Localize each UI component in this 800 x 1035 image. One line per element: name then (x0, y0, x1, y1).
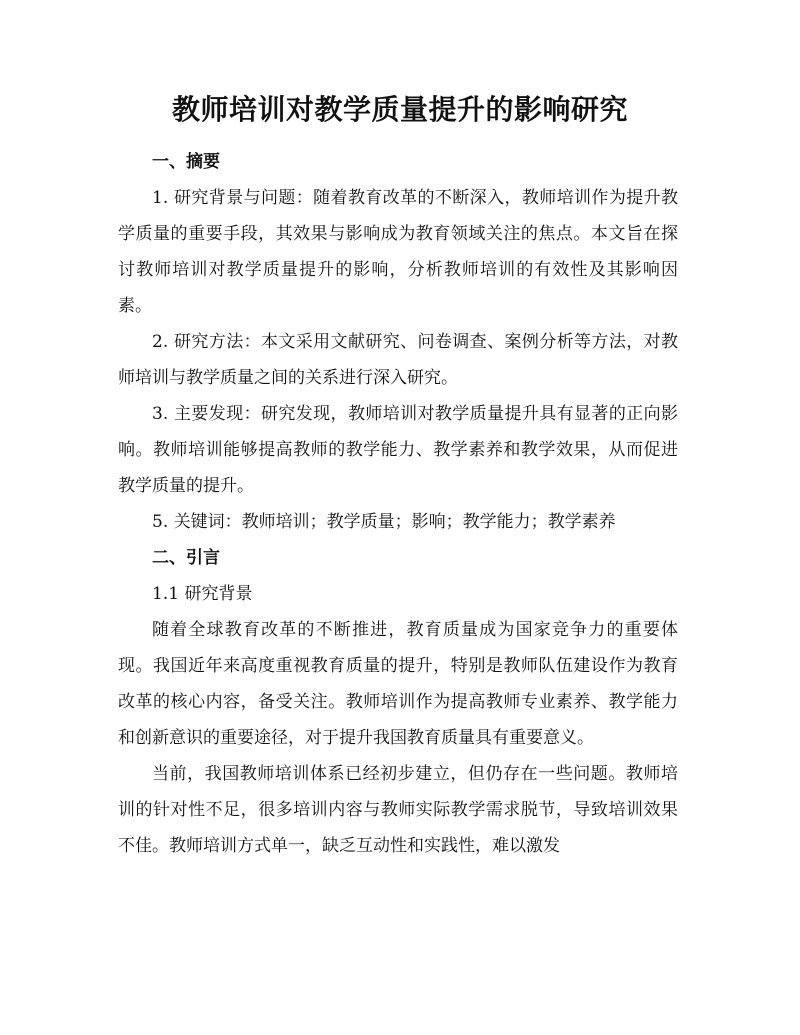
document-body (118, 144, 678, 864)
document-title: 教师培训对教学质量提升的影响研究 (171, 93, 628, 126)
keywords-paragraph: 5. 关键词：教师培训；教学质量；影响；教学能力；教学素养 (152, 512, 616, 532)
section-abstract (118, 144, 678, 540)
paragraph: 1. 研究背景与问题：随着教育改革的不断深入，教师培训作为提升教学质量的重要手段，其效果与影响成为教育领域关注的焦点。本文旨在探讨教师培训对教学质量提升的影响，分析教师培训的有效性及其影响因素。 (118, 188, 678, 316)
section-heading: 二、引言 (152, 548, 220, 568)
paragraph: 当前，我国教师培训体系已经初步建立，但仍存在一些问题。教师培训的针对性不足，很多培训内容与教师实际教学需求脱节，导致培训效果不佳。教师培训方式单一，缺乏互动性和实践性，难以激发 (118, 764, 678, 856)
section-heading: 一、摘要 (152, 152, 220, 172)
paragraph: 随着全球教育改革的不断推进，教育质量成为国家竞争力的重要体现。我国近年来高度重视教育质量的提升，特别是教师队伍建设作为教育改革的核心内容，备受关注。教师培训作为提高教师专业素养、教学能力和创新意识的重要途径，对于提升我国教育质量具有重要意义。 (118, 620, 678, 748)
section-introduction (118, 540, 678, 864)
paragraph: 2. 研究方法：本文采用文献研究、问卷调查、案例分析等方法，对教师培训与教学质量之间的关系进行深入研究。 (118, 332, 678, 388)
subsection-heading: 1.1 研究背景 (152, 584, 253, 604)
paragraph: 3. 主要发现：研究发现，教师培训对教学质量提升具有显著的正向影响。教师培训能够提高教师的教学能力、教学素养和教学效果，从而促进教学质量的提升。 (118, 404, 678, 496)
